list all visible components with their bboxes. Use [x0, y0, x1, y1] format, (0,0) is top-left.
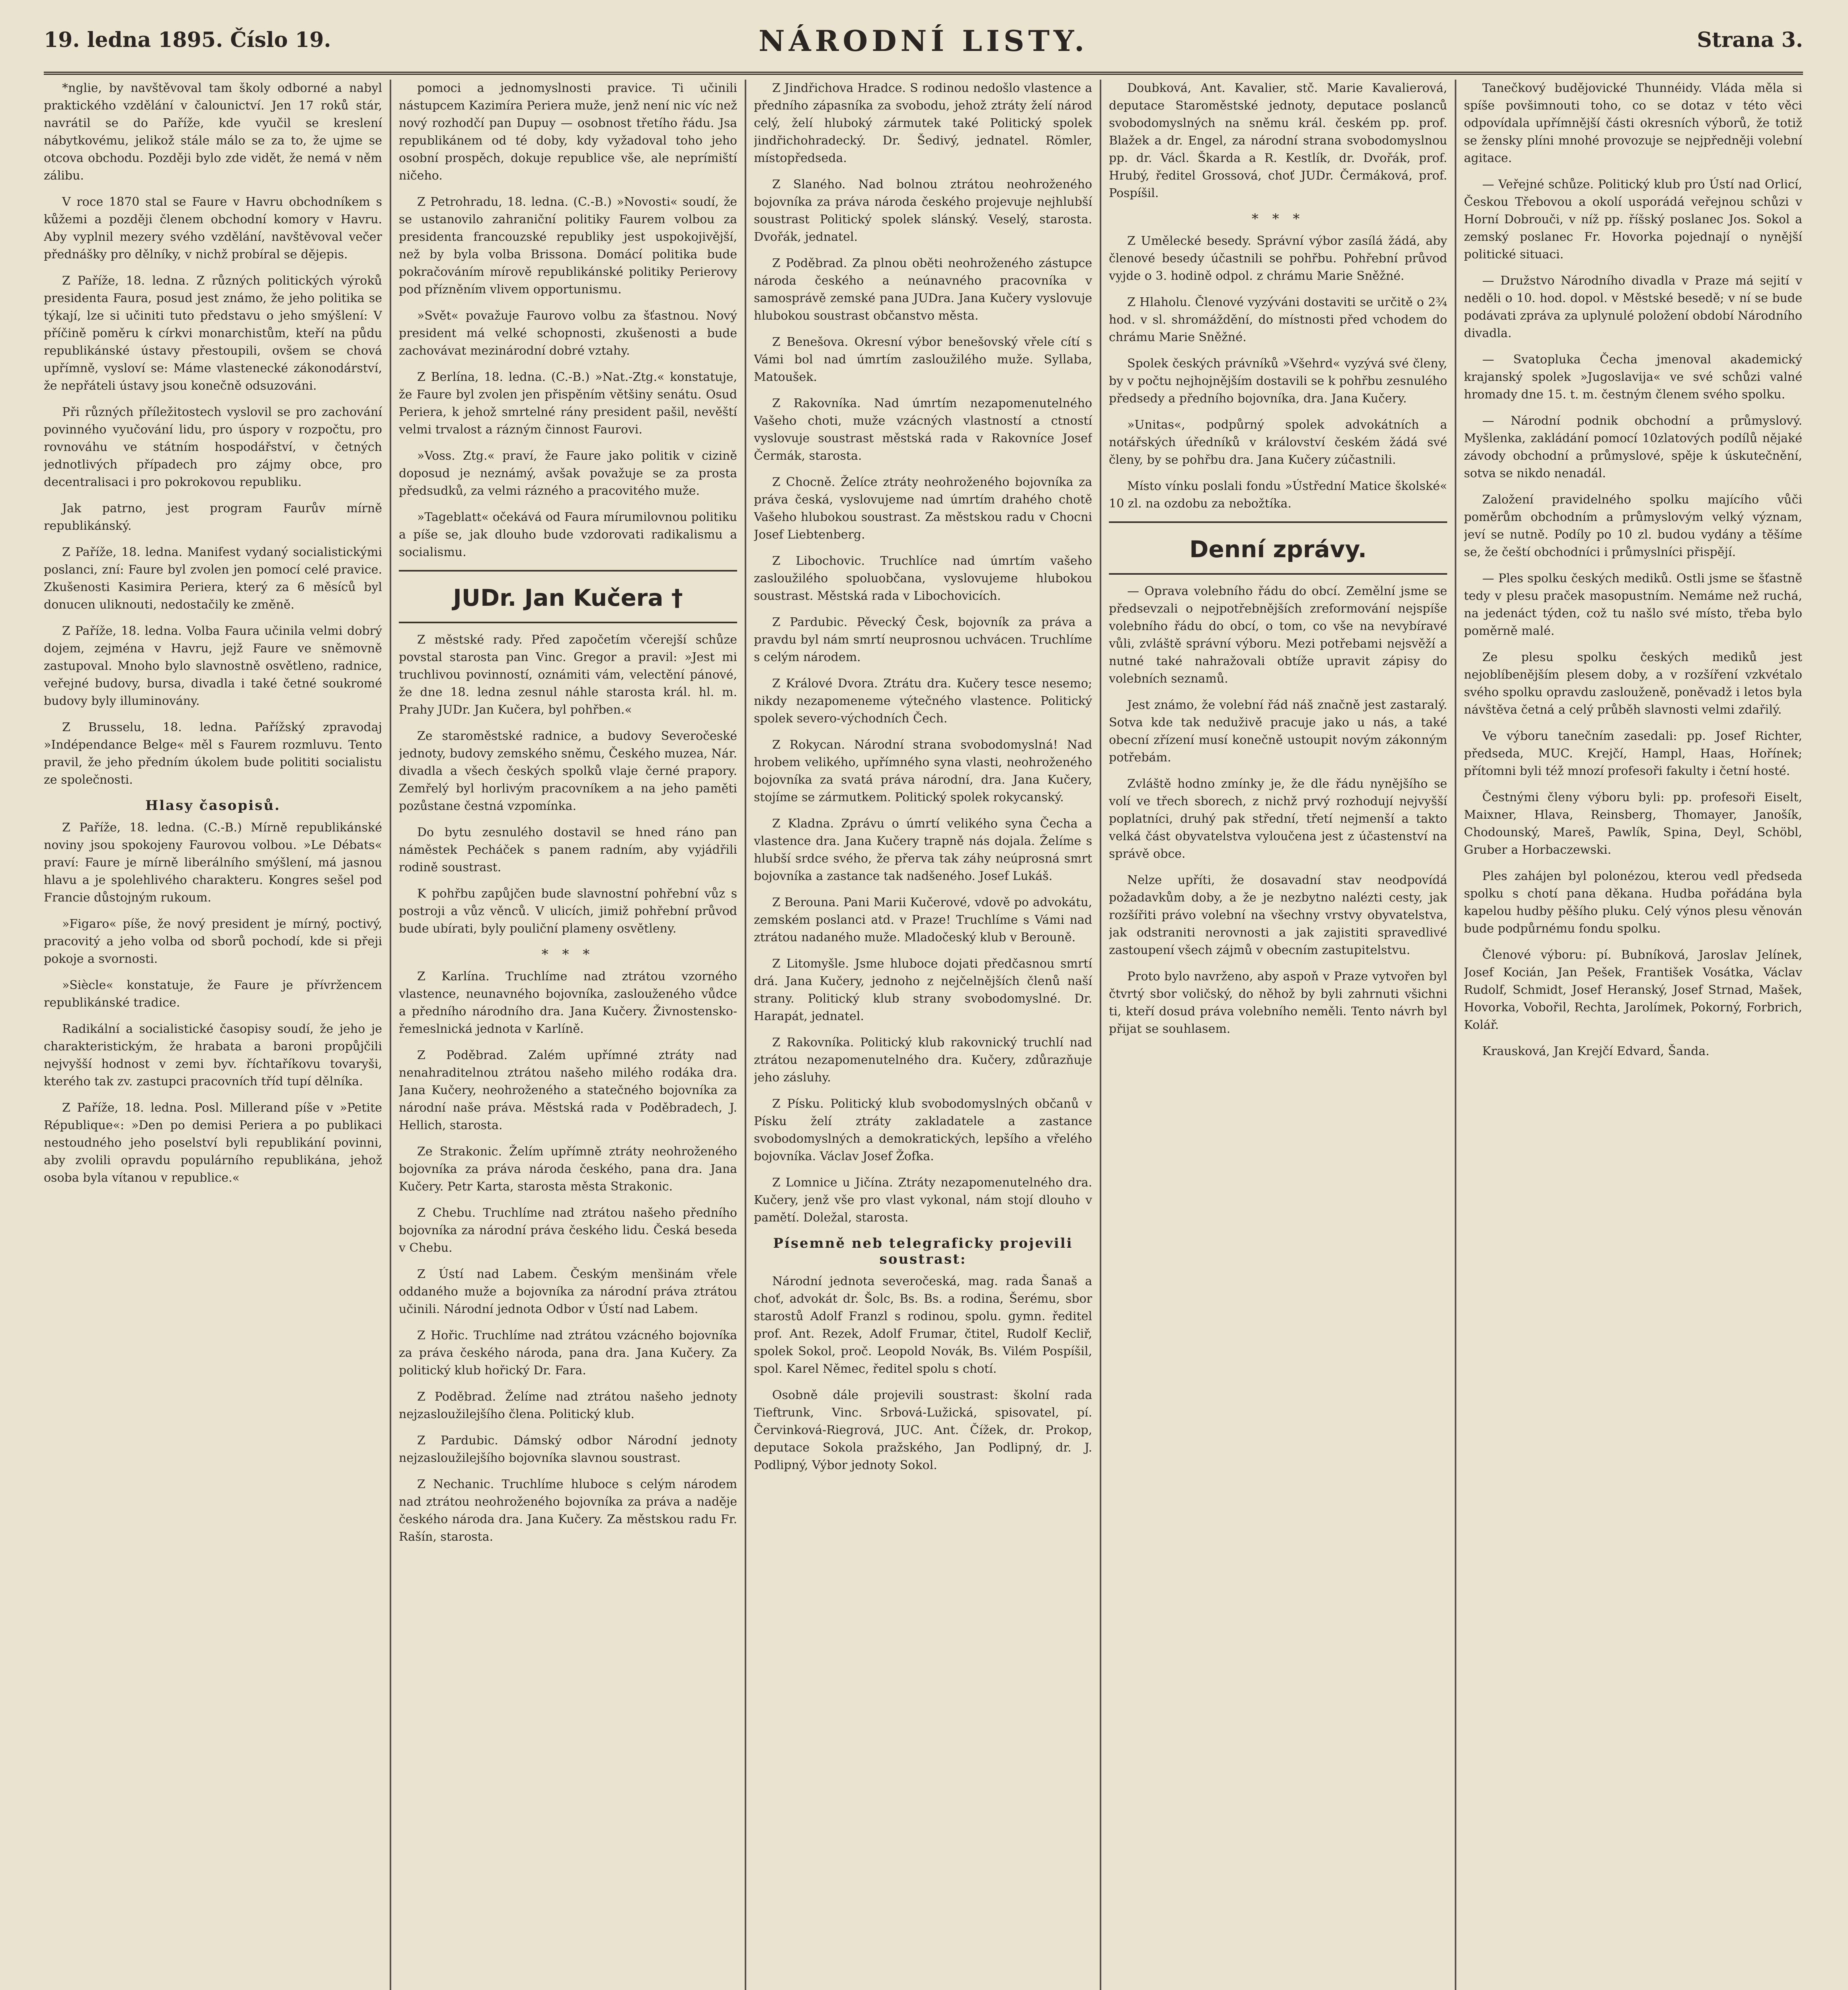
article-paragraph: Z Hořic. Truchlíme nad ztrátou vzácného bojovníka za práva českého národa, pana dra. Jana Kučery. Za politický klub hořický Dr. Fara. [399, 1329, 737, 1377]
column-2 [399, 80, 737, 1990]
article-paragraph: V roce 1870 stal se Faure v Havru obchodníkem s kůžemi a později členem obchodní komory v Havru. Aby vyplnil mezery svého vzdělání, navštěvoval večer přednášky pro dělníky, v nichž probíral se dějepis. [44, 195, 382, 261]
article-paragraph: »Unitas«, podpůrný spolek advokátních a notářských úředníků v království českém žádá své členy, by se pohřbu dra. Jana Kučery zúčastnili. [1109, 418, 1447, 467]
separator-stars: * * * [1251, 211, 1305, 227]
article-paragraph: Z Berlína, 18. ledna. (C.-B.) »Nat.-Ztg.« konstatuje, že Faure byl zvolen jen přispěním většiny senátu. Osud Periera, k jehož smrtelné rány president pašil, nevěští velmi trvalost a rázným činnost Faurovi. [399, 370, 737, 437]
article-paragraph: Radikální a socialistické časopisy soudí, že jeho je charakteristickým, že hrabata a baroni propůjčili nejvyšší hodnost v zemi byv. říchtaříkovu tovaryši, kterého tak zv. zastupci pracovních tříd tupí dělníka. [44, 1022, 382, 1089]
article-paragraph: Z Paříže, 18. ledna. Manifest vydaný socialistickými poslanci, zní: Faure byl zvolen jen pomocí celé pravice. Zkušenosti Kasimira Periera, který za 6 měsíců byl donucen uliknouti, nedostačily ke změně. [44, 545, 382, 612]
subheading: Hlasy časopisů. [145, 798, 281, 814]
column-rule [390, 80, 391, 1990]
article-paragraph: Národní jednota severočeská, mag. rada Šanaš a choť, advokát dr. Šolc, Bs. Bs. a rodina, Šerému, sbor starostů Adolf Franzl s rodinou, spolu. gymn. ředitel prof. Ant. Rezek, Adolf Frumar, čtitel, Rudolf Kecliř, spolek Sokol, proč. Leopold Novák, Bs. Vilém Pospíšil, spol. Karel Němec, ředitel spolu s chotí. [754, 1274, 1092, 1376]
article-paragraph: Z městské rady. Před započetím včerejší schůze povstal starosta pan Vinc. Gregor a pravil: »Jest mi truchlivou povinností, oznámiti vám, velectění pánové, že dne 18. ledna zesnul náhle starosta král. hl. m. Prahy JUDr. Jan Kučera, byl pohřben.« [399, 633, 737, 717]
article-paragraph: Z Rakovníka. Nad úmrtím nezapomenutelného Vašeho choti, muže vzácných vlastností a ctností vyslovuje soustrast městská rada v Rakovníce Josef Čermák, starosta. [754, 396, 1092, 463]
article-paragraph: Z Petrohradu, 18. ledna. (C.-B.) »Novosti« soudí, že se ustanovilo zahraniční politiky Faurem volbou za presidenta francouzské republiky jest uspokojivější, než by byla volba Brissona. Domácí politika bude pokračováním mírově republikánské politiky Perierovy pod přízněním vlivem opportunismu. [399, 195, 737, 297]
article-paragraph: — Družstvo Národního divadla v Praze má sejití v neděli o 10. hod. dopol. v Městské besedě; v ní se bude podávati zpráva za uplynulé položení období Národního divadla. [1464, 274, 1802, 340]
columns-area [44, 80, 1803, 1990]
article-paragraph: Z Libochovic. Truchlíce nad úmrtím vašeho zasloužilého spoluobčana, vyslovujeme hlubokou soustrast. Městská rada v Libochovicích. [754, 554, 1092, 603]
article-paragraph: Proto bylo navrženo, aby aspoň v Praze vytvořen byl čtvrtý sbor voličský, do něhož by byli zahrnuti všichni ti, kteří dosud práva volebního neměli. Tento návrh byl přijat se souhlasem. [1109, 970, 1447, 1036]
article-paragraph: — Svatopluka Čecha jmenoval akademický krajanský spolek »Jugoslavija« ve své schůzi valné hromady dne 15. t. m. čestným členem svého spolku. [1464, 353, 1802, 402]
masthead [44, 12, 1803, 75]
article-paragraph: — Ples spolku českých mediků. Ostli jsme se šťastně tedy v plesu praček masopustním. Nemáme než ruchá, na jedenáct týden, což tu našlo své místo, třeba bylo poměrně malé. [1464, 572, 1802, 638]
article-paragraph: »Svět« považuje Faurovo volbu za šťastnou. Nový president má velké schopnosti, zkušenosti a bude zachovávat mezinárodní dobré vztahy. [399, 309, 737, 358]
subheading: Písemně neb telegraficky projevili soustrast: [773, 1235, 1073, 1267]
article-paragraph: Z Ústí nad Labem. Českým menšinám vřele oddaného muže a bojovníka za národní práva ztrátou učinili. Národní jednota Odbor v Ústí nad Labem. [399, 1267, 737, 1316]
article-paragraph: K pohřbu zapůjčen bude slavnostní pohřební vůz s postroji a vůz věnců. V ulicích, jimiž pohřební průvod bude ubírati, byly pouliční plameny osvětleny. [399, 887, 737, 936]
heading-box [399, 570, 737, 623]
article-paragraph: Z Umělecké besedy. Správní výbor zasílá žádá, aby členové besedy účastnili se pohřbu. Pohřební průvod vyjde o 3. hodině odpol. z chrámu Marie Sněžné. [1109, 234, 1447, 283]
article-paragraph: Z Poděbrad. Želíme nad ztrátou našeho jednoty nejzasloužilejšího člena. Politický klub. [399, 1390, 737, 1421]
article-paragraph: »Figaro« píše, že nový president je mírný, poctivý, pracovitý a jeho volba od sborů pochodí, kde si přeji pokoje a svornosti. [44, 917, 382, 966]
newspaper-title: NÁRODNÍ LISTY. [758, 24, 1089, 58]
article-paragraph: Z Brusselu, 18. ledna. Pařížský zpravodaj »Indépendance Belge« měl s Faurem rozmluvu. Tento pravil, že jeho předním úkolem bude polititi socialistu ze společnosti. [44, 720, 382, 787]
article-paragraph: Osobně dále projevili soustrast: školní rada Tieftrunk, Vinc. Srbová-Lužická, spisovatel, pí. Červinková-Riegrová, JUC. Ant. Čížek, dr. Prokop, deputace Sokola pražského, Jan Podlipný, dr. J. Podlipný, Výbor jednoty Sokol. [754, 1388, 1092, 1472]
article-paragraph: Jak patrno, jest program Faurův mírně republikánský. [44, 501, 382, 533]
article-paragraph: — Veřejné schůze. Politický klub pro Ústí nad Orlicí, Českou Třebovou a okolí usporádá veřejnou schůzi v Horní Dobrouči, v níž pp. říšský poslanec Jos. Sokol a zemský poslanec Fr. Hovorka pojednají o nynější politické situaci. [1464, 178, 1802, 261]
article-paragraph: Z Paříže, 18. ledna. Posl. Millerand píše v »Petite République«: »Den po demisi Periera a po publikaci nestoudného jeho poselství byli republikání povinni, aby zvolili opravdu populárního republikána, jehož osoba byla vítanou v republice.« [44, 1101, 382, 1185]
article-paragraph: »Tageblatt« očekává od Faura mírumilovnou politiku a píše se, jak dlouho bude vzdorovati radikalismu a socialismu. [399, 510, 737, 559]
article-paragraph: pomoci a jednomyslnosti pravice. Ti učinili nástupcem Kazimíra Periera muže, jenž není nic víc než nový rozhodčí pan Dupuy — osobnost třetího řádu. Jsa republikánem od té doby, kdy vyžadoval toho jeho osobní prospěch, dokuje republice vše, ale neprímiští ničeho. [399, 81, 737, 183]
article-paragraph: Z Jindřichova Hradce. S rodinou nedošlo vlastence a předního zápasníka za svobodu, jehož ztráty želí národ celý, želí hluboký zármutek také Politický spolek jindřichohradecký. Dr. Šedivý, jednatel. Römler, místopředseda. [754, 81, 1092, 165]
article-paragraph: Z Lomnice u Jičína. Ztráty nezapomenutelného dra. Kučery, jenž vše pro vlast vykonal, nám stojí dlouho v pamětí. Doležal, starosta. [754, 1176, 1092, 1225]
article-paragraph: Z Nechanic. Truchlíme hluboce s celým národem nad ztrátou neohroženého bojovníka za práva a naděje českého národa dra. Jana Kučery. Za městskou radu Fr. Rašín, starosta. [399, 1477, 737, 1544]
article-paragraph: Při různých příležitostech vyslovil se pro zachování povinného vyučování lidu, pro úspory v rozpočtu, pro rovnováhu ve státním hospodářství, v četných jednotlivých případech pro zájmy obce, pro decentralisaci i pro pokrokovou republiku. [44, 405, 382, 489]
separator-stars: * * * [541, 946, 595, 962]
article-paragraph: Z Paříže, 18. ledna. Z různých politických výroků presidenta Faura, posud jest známo, že jeho politika se týkají, lze si učiniti tuto představu o jeho smýšlení: V příčině poměru k církvi monarchistům, kteří na půdu republikánské ústavy přestoupili, ovšem se chová upřímně, vysloví se: Máme vlastenecké zákonodárství, že nepřáteli ústavy jsou konečně odsuzováni. [44, 274, 382, 393]
article-paragraph: Místo vínku poslali fondu »Ústřední Matice školské« 10 zl. na ozdobu za nebožtíka. [1109, 479, 1447, 511]
article-paragraph: Ze plesu spolku českých mediků jest nejoblíbenějším plesem doby, a v rozšíření vzkvétalo svého spolku opravdu zaslouženě, poněvadž i letos byla návštěva četná a celý průběh slavnosti velmi zdařilý. [1464, 650, 1802, 717]
article-paragraph: Z Poděbrad. Za plnou oběti neohroženého zástupce národa českého a neúnavného pracovníka v samosprávě zemské pana JUDra. Jana Kučery vyslovuje hlubokou soustrast občanstvo města. [754, 256, 1092, 323]
article-paragraph: Z Poděbrad. Zalém upřímné ztráty nad nenahraditelnou ztrátou našeho milého rodáka dra. Jana Kučery, neohroženého a statečného bojovníka za národní naše práva. Městská rada v Poděbradech, J. Hellich, starosta. [399, 1048, 737, 1132]
article-paragraph: Jest známo, že volební řád náš značně jest zastaralý. Sotva kde tak neduživě pracuje jako u nás, a také obecní zřízení musí konečně ustoupit novým zákonným potřebám. [1109, 698, 1447, 765]
section-heading: JUDr. Jan Kučera † [453, 584, 683, 611]
article-paragraph: Založení pravidelného spolku majícího vůči poměrům obchodním a průmyslovým velký význam, jeví se nutně. Podíly po 10 zl. budou vydány a těšíme se, že čeští obchodníci i průmyslníci přispějí. [1464, 493, 1802, 559]
article-paragraph: Z Benešova. Okresní výbor benešovský vřele cítí s Vámi bol nad úmrtím zasloužilého muže. Syllaba, Matoušek. [754, 335, 1092, 384]
article-paragraph: Ze Strakonic. Želím upřímně ztráty neohroženého bojovníka za práva národa českého, pana dra. Jana Kučery. Petr Karta, starosta města Strakonic. [399, 1145, 737, 1194]
article-paragraph: Spolek českých právníků »Všehrd« vyzývá své členy, by v počtu nejhojnějším dostavili se k pohřbu zesnulého předsedy a předního bojovníka, dra. Jana Kučery. [1109, 357, 1447, 406]
section-heading: Denní zprávy. [1189, 536, 1367, 563]
article-paragraph: Krausková, Jan Krejčí Edvard, Šanda. [1482, 1044, 1709, 1058]
article-paragraph: Zvláště hodno zmínky je, že dle řádu nynějšího se volí ve třech sborech, z nichž prvý rozhodují nejvyšší poplatníci, druhý pak střední, třetí nejmenší a takto velká část obyvatelstva vyloučena jest z účastenství na správě obce. [1109, 777, 1447, 861]
article-paragraph: Čestnými členy výboru byli: pp. profesoři Eiselt, Maixner, Hlava, Reinsberg, Thomayer, Janošík, Chodounský, Mareš, Pawlík, Spina, Deyl, Schöbl, Gruber a Horbaczewski. [1464, 790, 1802, 857]
article-paragraph: *nglie, by navštěvoval tam školy odborné a nabyl praktického vzdělání v čalounictví. Jen 17 roků stár, navrátil se do Paříže, kde vyučil se kreslení nábytkovému, jelikož stále málo se za to, že ujme se otcova obchodu. Později bylo zde vidět, že nemá v něm zálibu. [44, 81, 382, 183]
article-paragraph: Z Pardubic. Pěvecký Česk, bojovník za práva a pravdu byl nám smrtí neuprosnou uchvácen. Truchlíme s celým národem. [754, 615, 1092, 664]
article-paragraph: Členové výboru: pí. Bubníková, Jaroslav Jelínek, Josef Kocián, Jan Pešek, František Vosátka, Václav Rudolf, Schmidt, Josef Heranský, Josef Strnad, Mašek, Hovorka, Vobořil, Rechta, Jarolímek, Pokorný, Forbrich, Kolář. [1464, 948, 1802, 1032]
article-paragraph: Z Králové Dvora. Ztrátu dra. Kučery tesce nesemo; nikdy nezapomeneme výtečného vlastence. Politický spolek severo-východních Čech. [754, 677, 1092, 726]
article-paragraph: Z Rakovníka. Politický klub rakovnický truchlí nad ztrátou nezapomenutelného dra. Kučery, zdůrazňuje jeho zásluhy. [754, 1036, 1092, 1085]
column-rule [745, 80, 746, 1990]
article-paragraph: Z Slaného. Nad bolnou ztrátou neohroženého bojovníka za práva národa českého projevuje nejhlubší soustrast Politický spolek slánský. Veselý, starosta. Dvořák, jednatel. [754, 178, 1092, 244]
article-paragraph: Z Hlaholu. Členové vyzýváni dostaviti se určitě o 2¾ hod. v sl. shromáždění, do místnosti před vchodem do chrámu Marie Sněžné. [1109, 295, 1447, 344]
article-paragraph: Z Písku. Politický klub svobodomyslných občanů v Písku želí ztráty zakladatele a zastance svobodomyslných a demokratických, lepšího a vřelého bojovníka. Václav Josef Žofka. [754, 1097, 1092, 1163]
column-rule [1100, 80, 1101, 1990]
article-paragraph: »Siècle« konstatuje, že Faure je přívržencem republikánské tradice. [44, 978, 382, 1010]
article-paragraph: Do bytu zesnulého dostavil se hned ráno pan náměstek Pecháček s panem radním, aby vyjádřili rodině soustrast. [399, 825, 737, 874]
article-paragraph: Ples zahájen byl polonézou, kterou vedl předseda spolku s chotí pana děkana. Hudba pořádána byla kapelou hudby pěšího pluku. Celý výnos plesu věnován bude podpůrnému fondu spolku. [1464, 869, 1802, 936]
heading-box [1109, 521, 1447, 575]
article-paragraph: Ve výboru tanečním zasedali: pp. Josef Richter, předseda, MUC. Krejčí, Hampl, Haas, Hořínek; přítomni byli též mnozí profesoři fakulty i četní hosté. [1464, 729, 1802, 778]
article-paragraph: Z Berouna. Pani Marii Kučerové, vdově po advokátu, zemském poslanci atd. v Praze! Truchlíme s Vámi nad ztrátou nadaného muže. Mladočeský klub v Berouně. [754, 896, 1092, 944]
page-number: Strana 3. [1697, 28, 1803, 52]
article-paragraph: Z Rokycan. Národní strana svobodomyslná! Nad hrobem velikého, upřímného syna vlasti, neohroženého bojovníka za svatá práva národní, dra. Jana Kučery, stojíme se zármutkem. Politický spolek rokycanský. [754, 738, 1092, 804]
article-paragraph: Z Pardubic. Dámský odbor Národní jednoty nejzasloužilejšího bojovníka slavnou soustrast. [399, 1434, 737, 1465]
article-paragraph: Z Paříže, 18. ledna. (C.-B.) Mírně republikánské noviny jsou spokojeny Faurovou volbou. »Le Débats« praví: Faure je mírně liberálního smýšlení, má jasnou hlavu a je spolehlivého charakteru. Kongres sešel pod Francie důstojným rukoum. [44, 821, 382, 905]
article-paragraph: Z Litomyšle. Jsme hluboce dojati předčasnou smrtí drá. Jana Kučery, jednoho z nejčelnějších členů naší strany. Politický klub strany svobodomyslné. Dr. Harapát, jednatel. [754, 957, 1092, 1023]
article-paragraph: »Voss. Ztg.« praví, že Faure jako politik v cizině doposud je neznámý, avšak považuje se za prosta předsudků, za velmi rázného a pracovitého muže. [399, 449, 737, 498]
article-paragraph: Doubková, Ant. Kavalier, stč. Marie Kavalierová, deputace Staroměstské jednoty, deputace poslanců svobodomyslných na sněmu král. českém pp. prof. Blažek a dr. Engel, za národní strana svobodomyslnou pp. dr. Václ. Škarda a R. Kestlík, dr. Dvořák, prof. Hrubý, ředitel Grossová, choť JUDr. Čermáková, prof. Pospíšil. [1109, 81, 1447, 200]
article-paragraph: Z Chebu. Truchlíme nad ztrátou našeho předního bojovníka za národní práva českého lidu. Česká beseda v Chebu. [399, 1206, 737, 1255]
article-paragraph: Tanečkový budějovické Thunnéidy. Vláda měla si spíše povšimnouti toho, co se dotaz v této věci odpovídala upřímnější části okresních výborů, že totiž se žensky plíni mnohé provozuje se nejpředněji volební agitace. [1464, 81, 1802, 165]
column-5 [1464, 80, 1802, 1990]
article-paragraph: — Národní podnik obchodní a průmyslový. Myšlenka, zakládání pomocí 10zlatových podílů nějaké závody obchodní a průmyslové, spěje k úskutečnění, sotva se nikdo nenadál. [1464, 414, 1802, 480]
column-rule [1455, 80, 1456, 1990]
column-3 [754, 80, 1092, 1990]
article-paragraph: Z Karlína. Truchlíme nad ztrátou vzorného vlastence, neunavného bojovníka, zaslouženého vůdce a předního národního dra. Jana Kučery. Živnostensko-řemeslnická jednota v Karlíně. [399, 970, 737, 1036]
article-paragraph: Z Kladna. Zprávu o úmrtí velikého syna Čecha a vlastence dra. Jana Kučery trapně nás dojala. Želíme s hlubší srdce svého, že přerva tak záhy neúprosná smrt bojovníka a zastance tak nadšeného. Josef Lukáš. [754, 817, 1092, 883]
issue-date: 19. ledna 1895. Číslo 19. [44, 28, 331, 52]
article-paragraph: Ze staroměstské radnice, a budovy Severočeské jednoty, budovy zemského sněmu, Českého muzea, Nár. divadla a všech českých spolků vlaje černé prapory. Zemřelý byl horlivým pracovníkem a na jeho paměti pozůstane čestná vzpomínka. [399, 729, 737, 813]
article-paragraph: — Oprava volebního řádu do obcí. Zemělní jsme se předsevzali o nejpotřebnějších zreformování nejspíše volebního řádu do obcí, o tom, co vše na nevybíravé vůli, zvláště správní výboru. Mezi potřebami nejsvěží a nutné také nahražovali obtíže upravit zápisy do volebních seznamů. [1109, 584, 1447, 686]
article-paragraph: Z Chocně. Želíce ztráty neohroženého bojovníka za práva česká, vyslovujeme nad úmrtím drahého chotě Vašeho hlubokou soustrast. Za městskou radu v Chocni Josef Liebtenberg. [754, 475, 1092, 542]
article-paragraph: Z Paříže, 18. ledna. Volba Faura učinila velmi dobrý dojem, zejména v Havru, jejž Faure ve sněmovně zastupoval. Mnoho bylo slavnostně osvětleno, radnice, veřejné budovy, bursa, divadla i také četné soukromé budovy byly illuminovány. [44, 624, 382, 708]
column-4 [1109, 80, 1447, 1990]
article-paragraph: Nelze upříti, že dosavadní stav neodpovídá požadavkům doby, a že je nezbytno nalézti cesty, jak rozšířiti právo volební na všechny vrstvy obyvatelstva, jak odstraniti nerovnosti a jak zajistiti spravedlivé zastoupení všech zájmů v obecním zastupitelstvu. [1109, 873, 1447, 957]
column-1 [44, 80, 382, 1990]
